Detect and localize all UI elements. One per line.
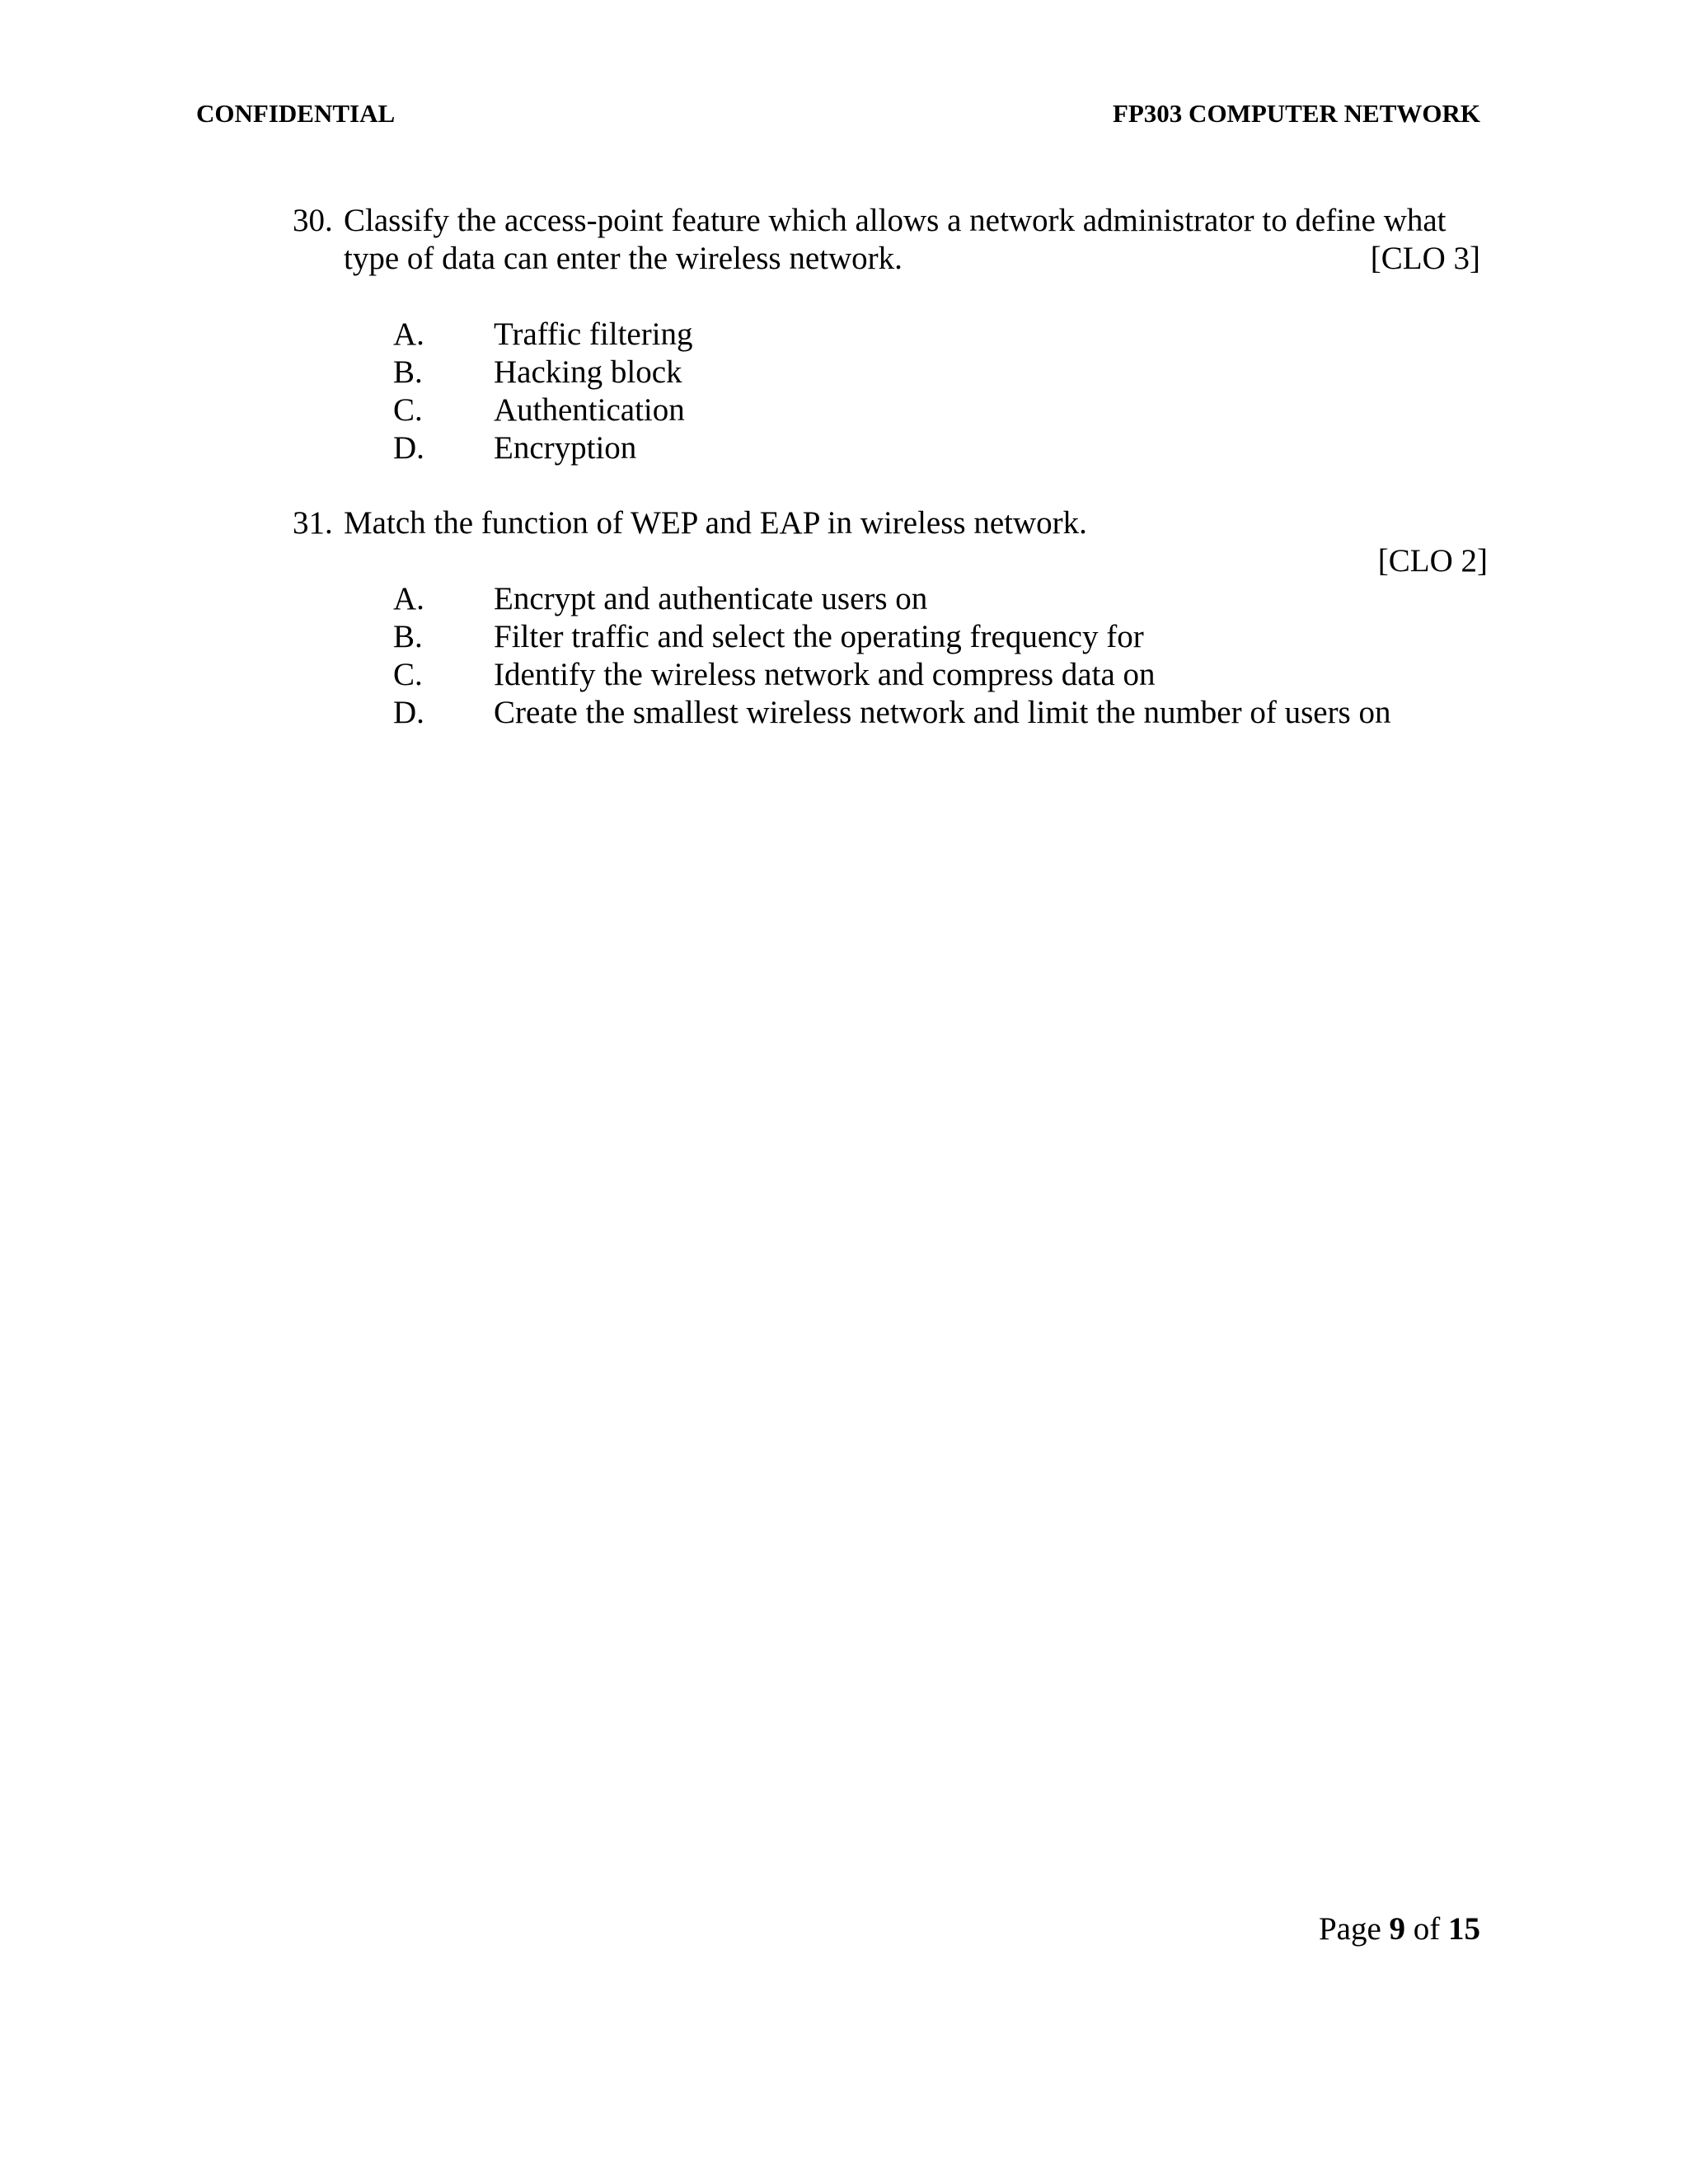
option-text: Encrypt and authenticate users on bbox=[494, 581, 928, 616]
option-text: Hacking block bbox=[494, 354, 682, 390]
clo-tag: [CLO 3] bbox=[1370, 241, 1480, 276]
option-text: Authentication bbox=[494, 392, 685, 428]
answer-options bbox=[293, 580, 1488, 732]
question-text: Classify the access-point feature which allows a network administrator to define what bbox=[344, 203, 1447, 238]
total-pages: 15 bbox=[1448, 1911, 1480, 1947]
option-b bbox=[393, 354, 1488, 391]
page-number bbox=[1319, 1910, 1480, 1947]
option-letter: B. bbox=[393, 354, 423, 390]
option-d bbox=[393, 429, 1488, 467]
option-letter: B. bbox=[393, 619, 423, 654]
header-confidential: CONFIDENTIAL bbox=[196, 99, 396, 128]
question-30 bbox=[293, 202, 1488, 467]
option-letter: D. bbox=[393, 430, 424, 466]
option-letter: C. bbox=[393, 392, 423, 428]
page-word: Page bbox=[1318, 1911, 1381, 1947]
option-c bbox=[393, 391, 1488, 429]
clo-tag: [CLO 2] bbox=[1377, 543, 1488, 579]
question-text: Match the function of WEP and EAP in wireless network. bbox=[344, 505, 1087, 541]
option-letter: C. bbox=[393, 657, 423, 692]
answer-options bbox=[293, 316, 1488, 467]
option-b bbox=[393, 618, 1488, 656]
option-letter: D. bbox=[393, 695, 424, 730]
current-page: 9 bbox=[1389, 1911, 1405, 1947]
header-course-title: FP303 COMPUTER NETWORK bbox=[1112, 99, 1480, 128]
option-text: Identify the wireless network and compress data on bbox=[494, 657, 1156, 692]
option-c bbox=[393, 656, 1488, 694]
option-text: Filter traffic and select the operating frequency for bbox=[494, 619, 1144, 654]
option-a bbox=[393, 316, 1488, 354]
option-text: Encryption bbox=[494, 430, 637, 466]
option-letter: A. bbox=[393, 581, 424, 616]
option-d bbox=[393, 694, 1488, 732]
option-text: Create the smallest wireless network and limit the number of users on bbox=[494, 695, 1391, 730]
question-30-line-2 bbox=[293, 240, 1488, 278]
of-word: of bbox=[1413, 1911, 1441, 1947]
question-number: 30. bbox=[293, 203, 333, 238]
question-number: 31. bbox=[293, 505, 333, 541]
option-letter: A. bbox=[393, 316, 424, 352]
option-a bbox=[393, 580, 1488, 618]
question-30-line-1 bbox=[293, 202, 1488, 240]
question-31 bbox=[293, 504, 1488, 732]
option-text: Traffic filtering bbox=[494, 316, 693, 352]
question-text-continued: type of data can enter the wireless network. bbox=[344, 241, 903, 276]
question-31-line-1 bbox=[293, 504, 1488, 542]
